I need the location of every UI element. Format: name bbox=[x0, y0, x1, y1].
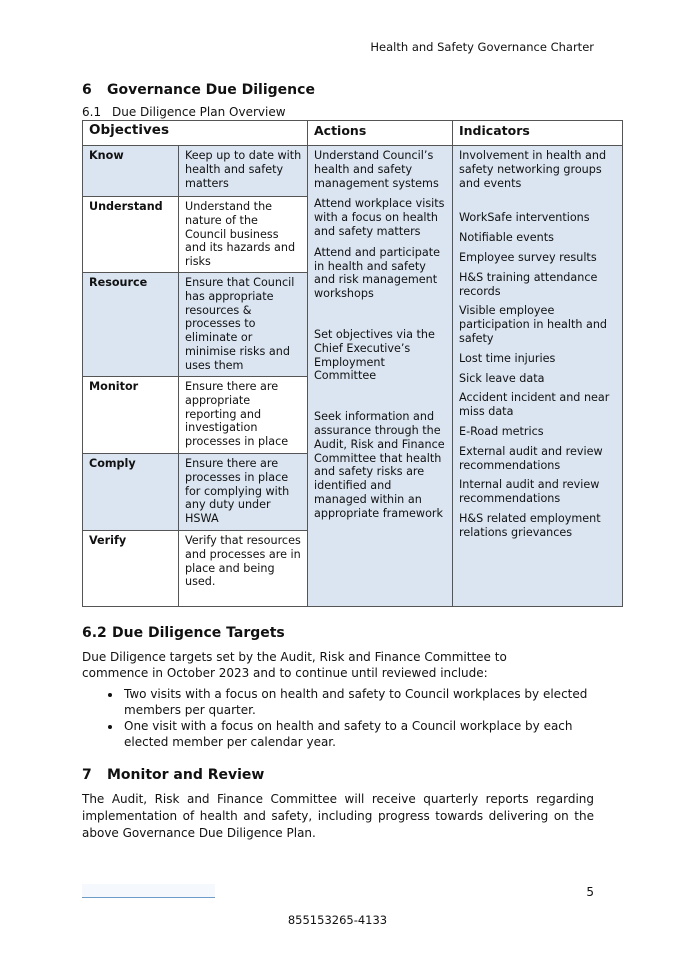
objective-description: Verify that resources and processes are in place and being used. bbox=[179, 531, 308, 607]
subsection-title: Due Diligence Plan Overview bbox=[112, 105, 286, 119]
section-7-heading bbox=[82, 767, 264, 783]
targets-intro-line: commence in October 2023 and to continue until reviewed include: bbox=[82, 666, 488, 680]
section-number: 7 bbox=[82, 767, 92, 783]
targets-intro-line: Due Diligence targets set by the Audit, Risk and Finance Committee to bbox=[82, 650, 507, 664]
objective-label: Resource bbox=[83, 273, 179, 377]
indicators-header: Indicators bbox=[453, 121, 623, 146]
list-item: • One visit with a focus on health and safety to a Council workplace by each elected member per calendar year. bbox=[122, 718, 592, 750]
indicator-item: Lost time injuries bbox=[459, 351, 556, 365]
objectives-header: Objectives bbox=[83, 121, 308, 146]
indicator-item: H&S training attendance records bbox=[459, 270, 598, 298]
indicator-item: Notifiable events bbox=[459, 231, 554, 245]
targets-list bbox=[82, 686, 592, 750]
document-id: 855153265-4133 bbox=[287, 913, 388, 927]
action-item: Attend and participate in health and safety and risk management workshops bbox=[314, 245, 441, 301]
page-number: 5 bbox=[586, 885, 594, 899]
objective-label: Know bbox=[83, 146, 179, 197]
objective-label: Comply bbox=[83, 454, 179, 531]
indicator-item: Visible employee participation in health and safety bbox=[459, 304, 608, 345]
indicator-item: Internal audit and review recommendations bbox=[459, 478, 600, 506]
objective-description: Understand the nature of the Council business and its hazards and risks bbox=[179, 197, 308, 273]
indicator-item: E-Road metrics bbox=[459, 424, 544, 438]
actions-cell bbox=[308, 146, 453, 607]
footer-rule bbox=[82, 897, 215, 898]
action-item: Attend workplace visits with a focus on health and safety matters bbox=[314, 197, 445, 238]
action-item: Understand Council’s health and safety management systems bbox=[314, 149, 439, 190]
section-title: Monitor and Review bbox=[107, 767, 265, 783]
due-diligence-plan-table bbox=[82, 120, 623, 607]
monitor-review-body: The Audit, Risk and Finance Committee will receive quarterly reports regarding implementation of health and safety, including progress towards delivering on the above Governance Due Diligence Plan. bbox=[82, 792, 594, 840]
section-6-2-heading bbox=[82, 625, 285, 641]
action-item: Set objectives via the Chief Executive’s Employment Committee bbox=[314, 327, 435, 383]
action-item: Seek information and assurance through the Audit, Risk and Finance Committee that health and safety risks are identified and managed within an appropriate framework bbox=[314, 410, 445, 520]
table-header-row bbox=[83, 121, 623, 146]
targets-intro bbox=[82, 649, 602, 681]
objective-label: Verify bbox=[83, 531, 179, 607]
table-row bbox=[83, 146, 623, 197]
indicator-item: WorkSafe interventions bbox=[459, 211, 590, 225]
section-title: Due Diligence Targets bbox=[112, 625, 285, 641]
indicator-item: Involvement in health and safety networking groups and events bbox=[459, 149, 607, 190]
section-6-1-heading bbox=[82, 105, 286, 119]
indicator-item: External audit and review recommendations bbox=[459, 444, 603, 472]
objective-description: Ensure there are processes in place for complying with any duty under HSWA bbox=[179, 454, 308, 531]
objective-description: Ensure there are appropriate reporting and investigation processes in place bbox=[179, 377, 308, 454]
objective-description: Ensure that Council has appropriate resources & processes to eliminate or minimise risks and uses them bbox=[179, 273, 308, 377]
section-number: 6.2 bbox=[82, 625, 107, 641]
section-number: 6 bbox=[82, 82, 92, 98]
indicator-item: Employee survey results bbox=[459, 250, 597, 264]
objective-label: Understand bbox=[83, 197, 179, 273]
running-header: Health and Safety Governance Charter bbox=[370, 40, 594, 54]
section-6-heading bbox=[82, 82, 315, 98]
objective-description: Keep up to date with health and safety matters bbox=[179, 146, 308, 197]
indicators-cell bbox=[453, 146, 623, 607]
indicator-item: H&S related employment relations grievances bbox=[459, 511, 601, 539]
objective-label: Monitor bbox=[83, 377, 179, 454]
indicator-item: Accident incident and near miss data bbox=[459, 391, 610, 419]
section-title: Governance Due Diligence bbox=[107, 82, 315, 98]
subsection-number: 6.1 bbox=[82, 105, 102, 119]
list-item: • Two visits with a focus on health and safety to Council workplaces by elected members per quarter. bbox=[122, 686, 592, 718]
indicator-item: Sick leave data bbox=[459, 371, 545, 385]
footer-box bbox=[82, 884, 215, 897]
actions-header: Actions bbox=[308, 121, 453, 146]
